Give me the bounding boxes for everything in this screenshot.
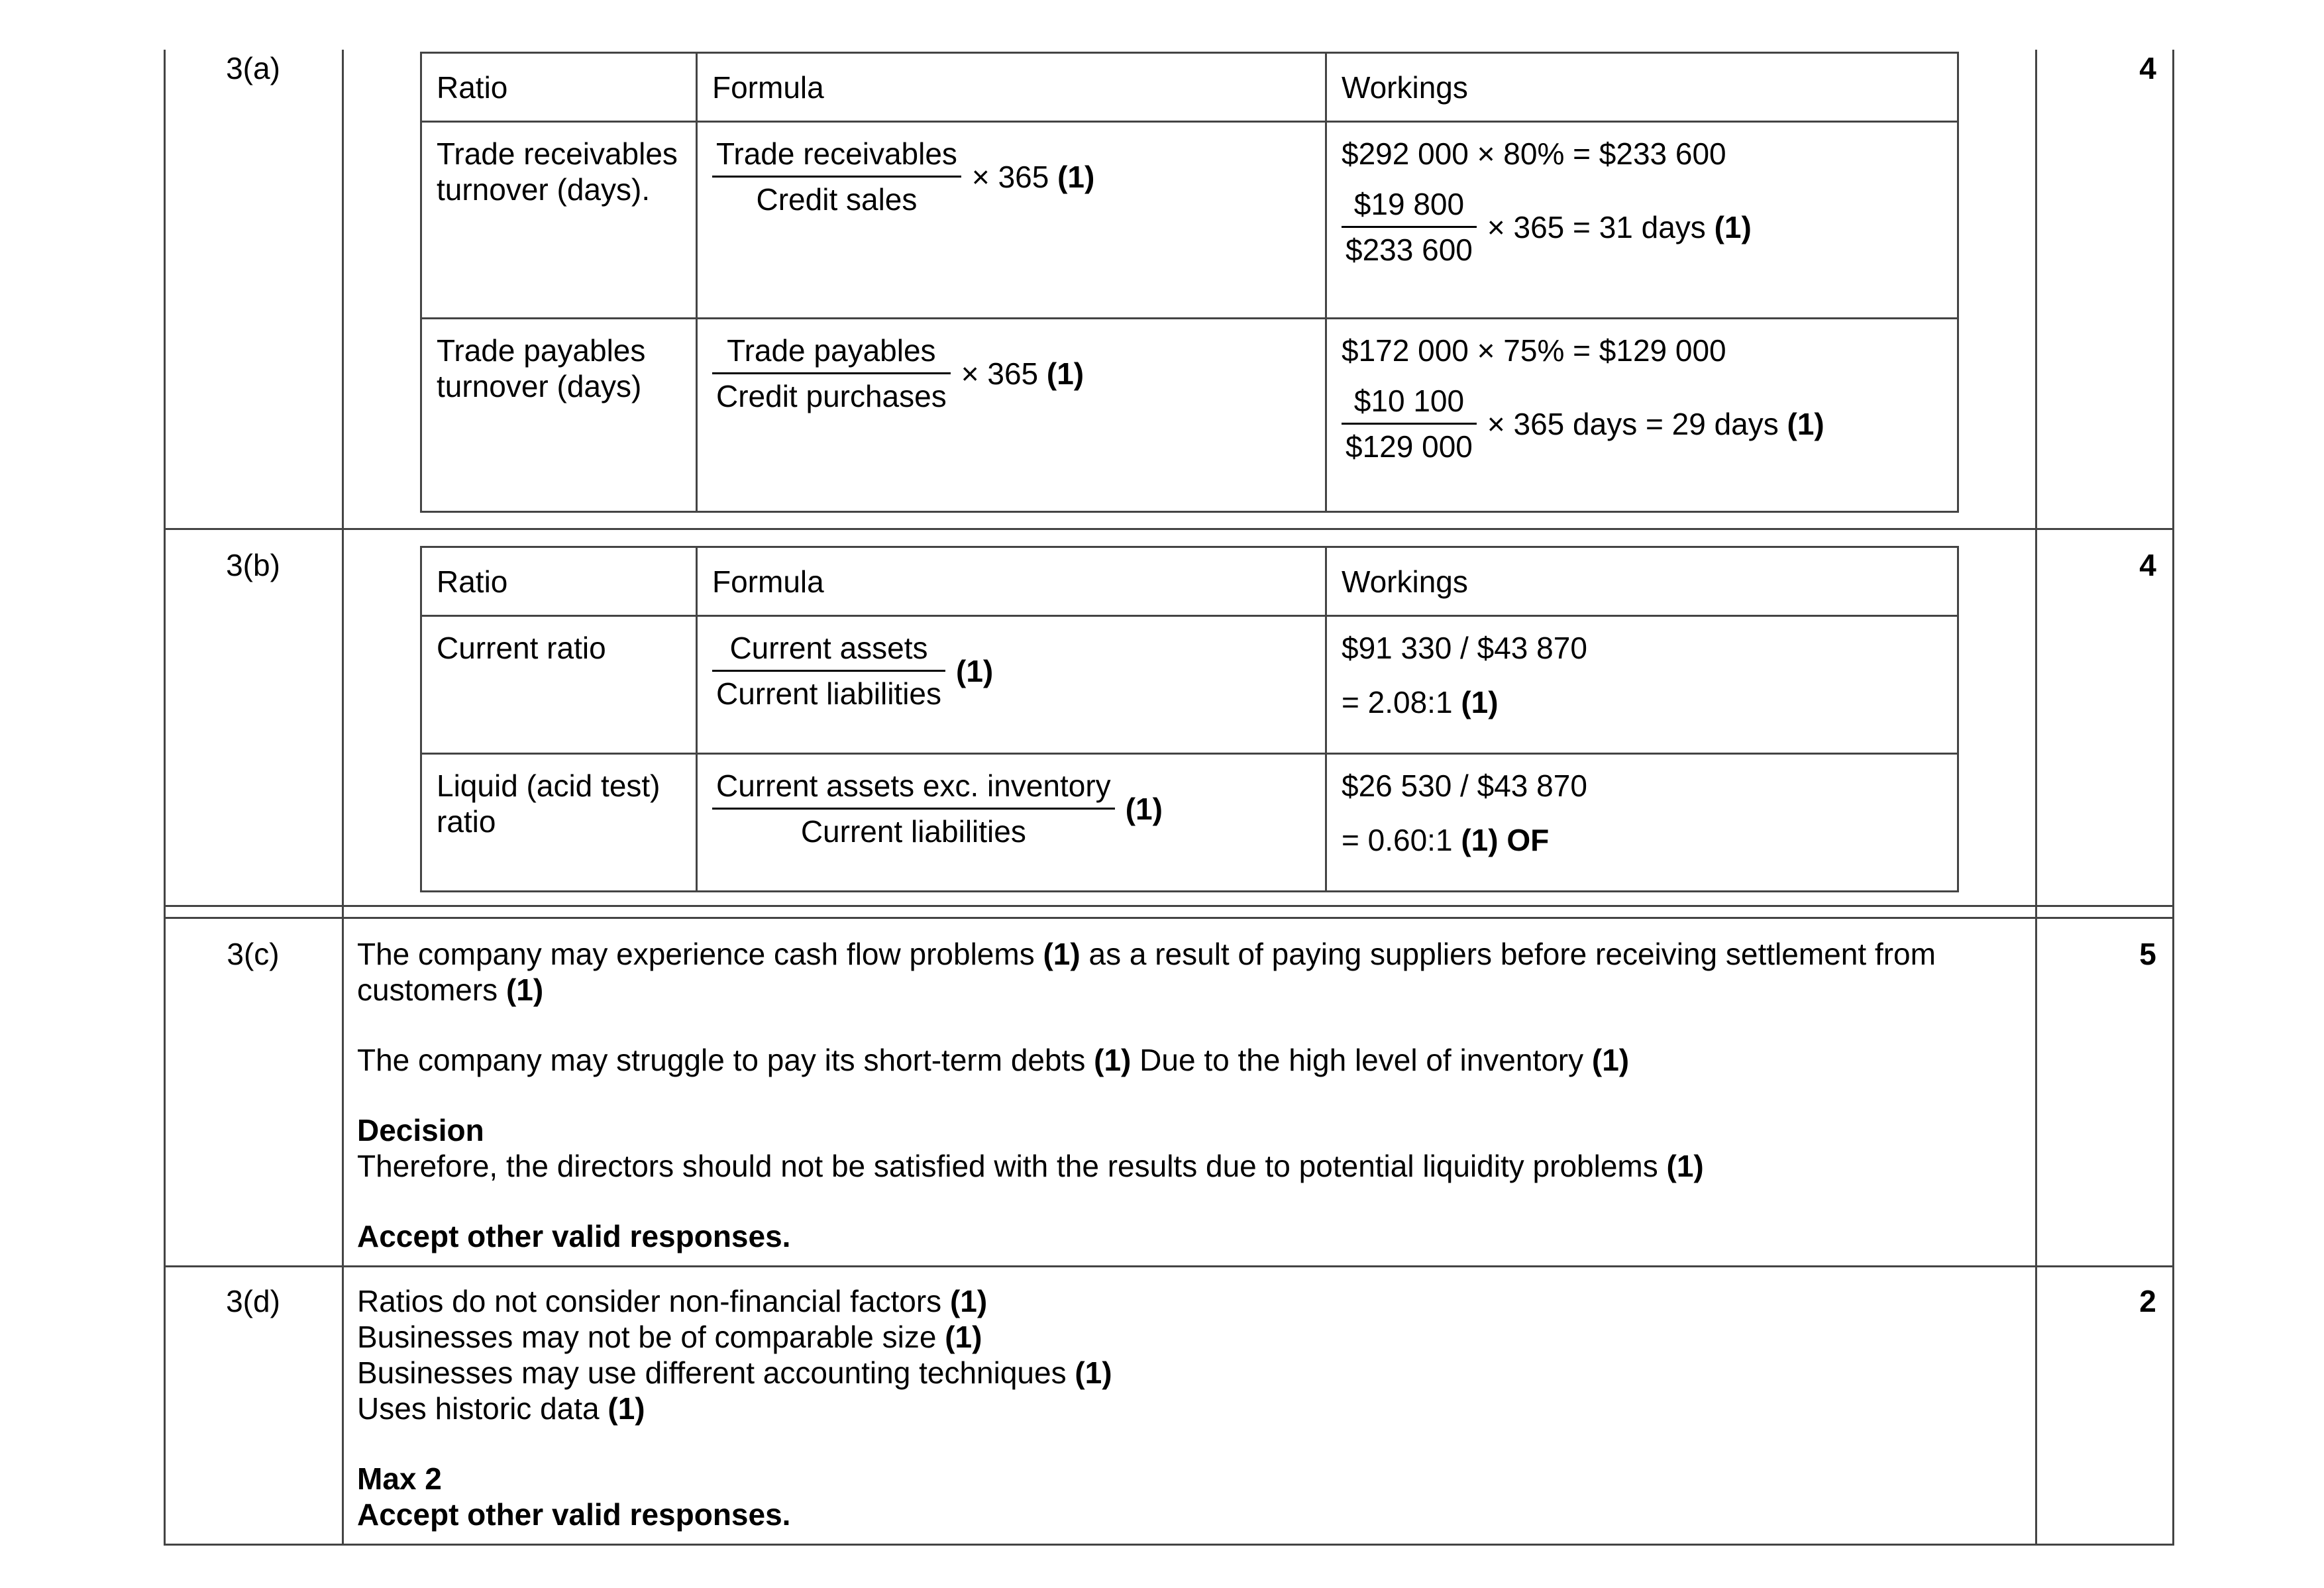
answer-paragraph: The company may experience cash flow problems (1) as a result of paying suppliers before receiving settlement from customers (1)	[357, 937, 1936, 1007]
ratio-name: Trade payables turnover (days)	[421, 319, 697, 512]
header-workings: Workings	[1326, 547, 1958, 616]
ratio-table-b	[420, 546, 1959, 892]
header-ratio: Ratio	[421, 53, 697, 122]
formula-numerator: Trade receivables	[712, 136, 961, 178]
row-divider-cd	[164, 1265, 2174, 1267]
workings-line: $26 530 / $43 870	[1342, 768, 1587, 803]
formula-multiplier: × 365	[971, 159, 1049, 194]
column-divider-question	[342, 50, 344, 1545]
accept-note: Accept other valid responses.	[357, 1497, 791, 1532]
workings-result: = 0.60:1	[1342, 823, 1453, 857]
workings-cell	[1326, 754, 1958, 892]
ratio-name: Trade receivables turnover (days).	[421, 122, 697, 319]
marks-value: 4	[2139, 548, 2156, 582]
formula-fraction	[712, 630, 945, 712]
row-divider-bc-1	[164, 905, 2174, 907]
header-formula: Formula	[697, 53, 1326, 122]
outer-bottom-border	[164, 1544, 2174, 1546]
outer-left-border	[164, 50, 166, 1545]
table-row	[421, 754, 1958, 892]
table-row	[421, 122, 1958, 319]
table-row	[421, 319, 1958, 512]
outer-right-border	[2172, 50, 2174, 1545]
formula-numerator: Current assets	[712, 630, 945, 672]
question-number: 3(b)	[226, 548, 280, 582]
formula-denominator: Current liabilities	[716, 676, 942, 711]
workings-cell	[1326, 319, 1958, 512]
row-divider-ab	[164, 528, 2174, 530]
answer-paragraph: The company may struggle to pay its short-term debts (1) Due to the high level of inventory (1)	[357, 1043, 1630, 1077]
workings-denominator: $129 000	[1346, 429, 1473, 464]
formula-cell	[697, 754, 1326, 892]
max-marks-note: Max 2	[357, 1461, 442, 1496]
question-number: 3(c)	[227, 937, 280, 971]
list-item: Ratios do not consider non-financial factors (1)	[357, 1284, 988, 1318]
decision-heading: Decision	[357, 1113, 484, 1147]
formula-denominator: Credit purchases	[716, 379, 947, 413]
formula-cell	[697, 616, 1326, 754]
answer-text-d	[357, 1283, 2013, 1532]
column-divider-marks	[2035, 50, 2037, 1545]
ratio-name: Current ratio	[421, 616, 697, 754]
workings-fraction	[1342, 383, 1477, 464]
answer-text-c	[357, 936, 2013, 1254]
mark-label: (1)	[1787, 406, 1824, 441]
workings-line: $172 000 × 75% = $129 000	[1342, 333, 1726, 368]
workings-numerator: $19 800	[1342, 186, 1477, 228]
workings-cell	[1326, 616, 1958, 754]
mark-label: (1)	[1461, 823, 1499, 857]
formula-cell	[697, 122, 1326, 319]
mark-label: (1)	[1714, 209, 1752, 244]
ratio-table-a	[420, 52, 1959, 513]
row-divider-bc-2	[164, 917, 2174, 919]
mark-label: (1)	[1057, 159, 1095, 194]
formula-numerator: Current assets exc. inventory	[712, 768, 1115, 810]
table-header-row	[421, 53, 1958, 122]
mark-label: (1)	[1461, 685, 1499, 719]
own-figure-label: OF	[1506, 823, 1550, 857]
formula-cell	[697, 319, 1326, 512]
workings-denominator: $233 600	[1346, 233, 1473, 267]
marks-value: 2	[2139, 1284, 2156, 1318]
workings-cell	[1326, 122, 1958, 319]
workings-result: × 365 = 31 days	[1487, 209, 1706, 244]
list-item: Businesses may not be of comparable size (1)	[357, 1320, 982, 1354]
list-item: Uses historic data (1)	[357, 1391, 645, 1426]
question-number: 3(d)	[226, 1284, 280, 1318]
formula-multiplier: × 365	[961, 356, 1039, 391]
table-row	[421, 616, 1958, 754]
formula-denominator: Current liabilities	[800, 814, 1026, 849]
formula-denominator: Credit sales	[756, 182, 918, 217]
workings-result: × 365 days = 29 days	[1487, 406, 1779, 441]
mark-label: (1)	[1046, 356, 1084, 391]
ratio-name: Liquid (acid test) ratio	[421, 754, 697, 892]
formula-fraction	[712, 333, 951, 414]
header-ratio: Ratio	[421, 547, 697, 616]
header-workings: Workings	[1326, 53, 1958, 122]
workings-line: $292 000 × 80% = $233 600	[1342, 136, 1726, 171]
table-header-row	[421, 547, 1958, 616]
workings-fraction	[1342, 186, 1477, 268]
marks-value: 4	[2139, 51, 2156, 85]
list-item: Businesses may use different accounting techniques (1)	[357, 1355, 1112, 1390]
mark-label: (1)	[1125, 791, 1163, 826]
decision-text: Therefore, the directors should not be satisfied with the results due to potential liquidity problems (1)	[357, 1149, 1704, 1183]
mark-label: (1)	[956, 653, 994, 688]
workings-line: $91 330 / $43 870	[1342, 631, 1587, 665]
formula-fraction	[712, 768, 1115, 849]
workings-result: = 2.08:1	[1342, 685, 1453, 719]
marks-value: 5	[2139, 937, 2156, 971]
accept-note: Accept other valid responses.	[357, 1219, 791, 1253]
question-number: 3(a)	[226, 51, 280, 85]
workings-numerator: $10 100	[1342, 383, 1477, 425]
header-formula: Formula	[697, 547, 1326, 616]
formula-numerator: Trade payables	[712, 333, 951, 374]
formula-fraction	[712, 136, 961, 217]
